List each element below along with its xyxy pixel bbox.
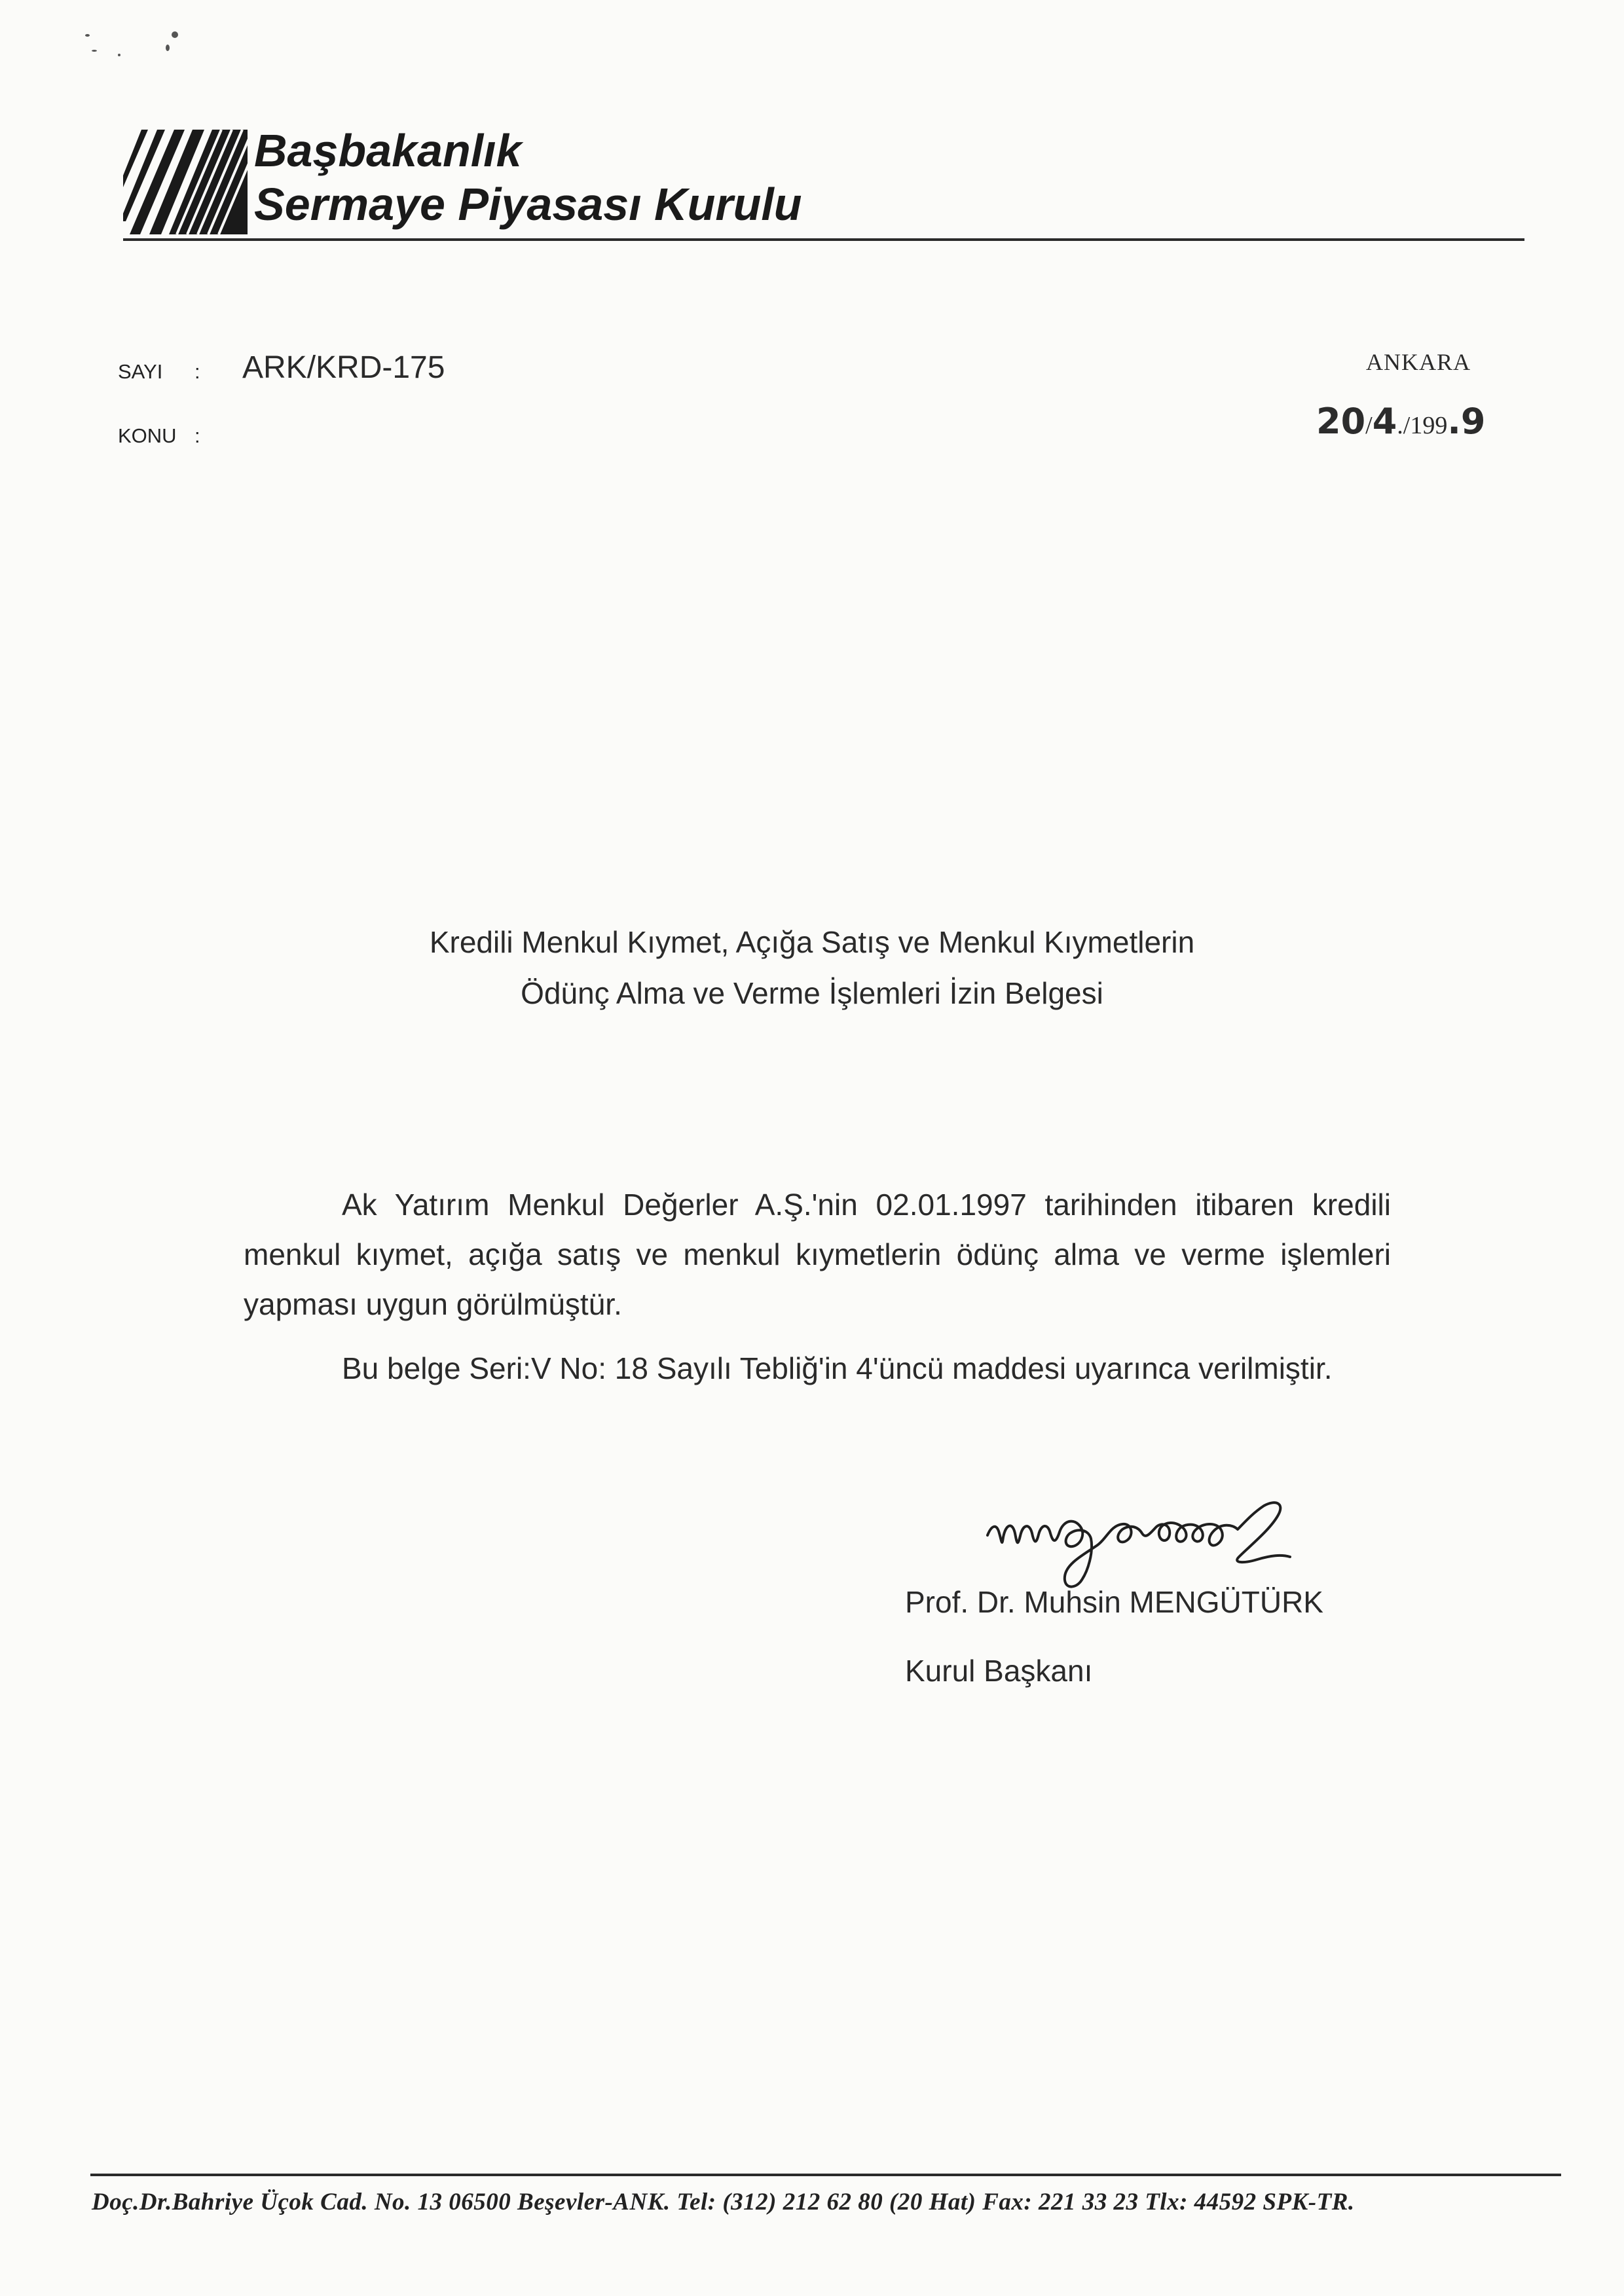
sayi-label: SAYI bbox=[118, 360, 163, 383]
date-separator: / bbox=[1365, 412, 1373, 439]
konu-separator: : bbox=[194, 424, 200, 447]
document-date bbox=[1316, 401, 1485, 442]
scan-speck bbox=[92, 50, 97, 52]
scan-speck bbox=[166, 45, 170, 51]
letterhead-line1: Başbakanlık bbox=[254, 125, 522, 176]
scan-speck bbox=[118, 54, 120, 56]
handwritten-signature bbox=[982, 1486, 1310, 1597]
signatory-name: Prof. Dr. Muhsin MENGÜTÜRK bbox=[905, 1585, 1323, 1619]
document-title-line2: Ödünç Alma ve Verme İşlemleri İzin Belgesi bbox=[521, 976, 1103, 1010]
letterhead-line2: Sermaye Piyasası Kurulu bbox=[254, 179, 802, 230]
sayi-separator: : bbox=[194, 360, 200, 383]
date-year-suffix: .9 bbox=[1447, 401, 1486, 442]
konu-label: KONU bbox=[118, 424, 177, 447]
document-title-line1: Kredili Menkul Kıymet, Açığa Satış ve Menkul Kıymetlerin bbox=[429, 925, 1195, 959]
date-separator: ./ bbox=[1397, 412, 1411, 439]
scan-speck bbox=[85, 34, 90, 37]
signatory-title: Kurul Başkanı bbox=[905, 1654, 1093, 1688]
scan-speck bbox=[172, 31, 178, 38]
body-paragraph-1: Ak Yatırım Menkul Değerler A.Ş.'nin 02.01.1997 tarihinden itibaren kredili menkul kıymet, açığa satış ve menkul kıymetlerin ödünç alma ve verme işlemleri yapması uygun görülmüştür. bbox=[244, 1188, 1391, 1321]
sayi-value: ARK/KRD-175 bbox=[242, 350, 445, 385]
header-divider bbox=[123, 238, 1524, 241]
footer-divider bbox=[90, 2174, 1561, 2176]
footer-address: Doç.Dr.Bahriye Üçok Cad. No. 13 06500 Beşevler-ANK. Tel: (312) 212 62 80 (20 Hat) Fax: 221 33 23 Tlx: 44592 SPK-TR. bbox=[92, 2189, 1355, 2215]
city-name: ANKARA bbox=[1366, 349, 1471, 375]
body-paragraph-2: Bu belge Seri:V No: 18 Sayılı Tebliğ'in 4'üncü maddesi uyarınca verilmiştir. bbox=[342, 1351, 1333, 1385]
date-year-prefix: 199 bbox=[1410, 412, 1448, 439]
spk-logo-icon bbox=[123, 130, 248, 234]
date-day: 20 bbox=[1316, 401, 1366, 442]
date-month: 4 bbox=[1372, 401, 1397, 442]
